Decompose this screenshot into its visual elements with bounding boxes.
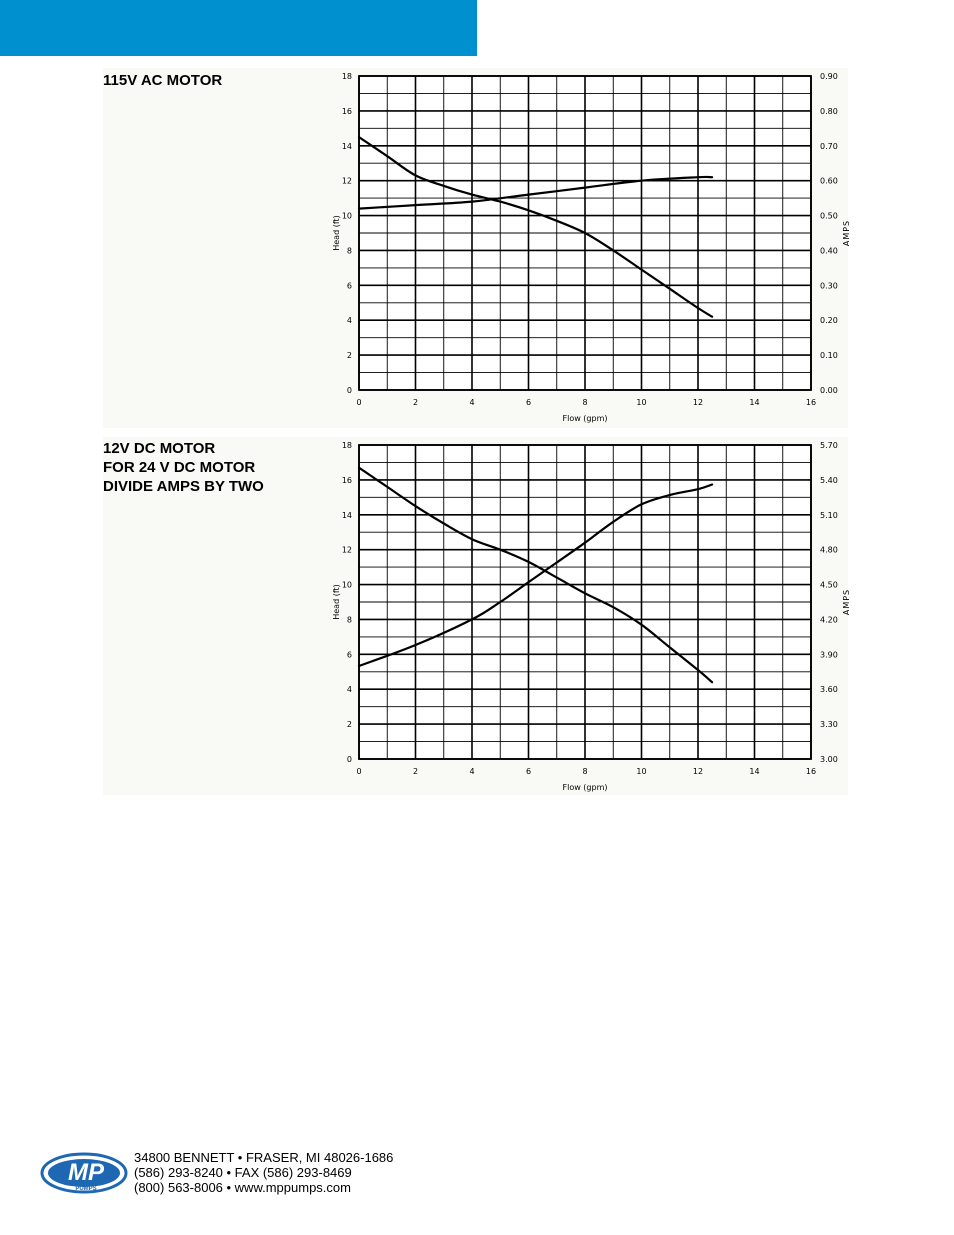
x-axis-label: Flow (gpm) <box>562 414 608 423</box>
x-tick-label: 16 <box>805 767 817 776</box>
y2-tick-label: 0.60 <box>820 176 838 186</box>
dc-motor-heading <box>103 439 264 496</box>
y-tick-label: 12 <box>341 545 352 555</box>
y-tick-label: 0 <box>346 386 352 395</box>
x-tick-label: 4 <box>469 398 475 407</box>
y2-tick-label: 0.50 <box>820 211 838 221</box>
header-color-band <box>0 0 477 56</box>
y2-tick-label: 0.10 <box>820 351 838 361</box>
x-tick-label: 16 <box>805 398 817 407</box>
y2-tick-label: 3.30 <box>820 720 838 730</box>
y2-tick-label: 5.10 <box>820 510 838 520</box>
phone-line: (586) 293-8240 • FAX (586) 293-8469 <box>134 1165 352 1180</box>
y-tick-label: 14 <box>341 510 352 520</box>
ac-motor-performance-chart <box>320 66 865 428</box>
y2-axis-label: AMPS <box>842 588 851 616</box>
x-tick-label: 12 <box>692 767 704 776</box>
x-tick-label: 0 <box>356 767 362 776</box>
x-tick-label: 8 <box>582 767 588 776</box>
y-tick-label: 2 <box>346 351 352 361</box>
y2-tick-label: 4.20 <box>820 615 838 625</box>
y2-tick-label: 0.80 <box>820 106 838 116</box>
y2-tick-label: 3.90 <box>820 650 838 660</box>
ac-motor-heading <box>103 71 222 90</box>
x-tick-label: 10 <box>636 767 647 776</box>
y-axis-label: Head (ft) <box>332 215 341 251</box>
x-axis-label: Flow (gpm) <box>562 783 608 792</box>
heading-line: FOR 24 V DC MOTOR <box>103 459 256 476</box>
y-tick-label: 4 <box>346 316 352 326</box>
x-tick-label: 6 <box>525 398 532 407</box>
y-axis-label: Head (ft) <box>332 584 341 620</box>
y2-tick-label: 4.50 <box>820 580 838 590</box>
y-tick-label: 4 <box>346 685 352 695</box>
y-tick-label: 8 <box>346 246 352 256</box>
y-tick-label: 2 <box>346 720 352 730</box>
y-tick-label: 16 <box>341 106 352 116</box>
y2-tick-label: 0.00 <box>820 386 838 395</box>
y2-tick-label: 0.70 <box>820 141 838 151</box>
mp-pumps-logo <box>40 1152 128 1194</box>
heading-line: 115V AC MOTOR <box>103 72 223 89</box>
y-tick-label: 16 <box>341 475 352 485</box>
x-tick-label: 14 <box>749 398 760 407</box>
y-tick-label: 8 <box>346 615 352 625</box>
x-tick-label: 12 <box>692 398 704 407</box>
y2-tick-label: 3.00 <box>820 755 838 764</box>
company-address <box>134 1150 393 1195</box>
address-line: 34800 BENNETT • FRASER, MI 48026-1686 <box>134 1150 394 1165</box>
y2-tick-label: 5.40 <box>820 475 838 485</box>
x-tick-label: 10 <box>636 398 647 407</box>
y2-tick-label: 5.70 <box>820 441 838 450</box>
y-tick-label: 6 <box>346 281 352 291</box>
x-tick-label: 2 <box>412 767 419 776</box>
y2-tick-label: 0.40 <box>820 246 838 256</box>
dc-motor-performance-chart <box>320 435 865 797</box>
x-tick-label: 6 <box>525 767 532 776</box>
x-tick-label: 4 <box>469 767 475 776</box>
y-tick-label: 12 <box>341 176 352 186</box>
y-tick-label: 10 <box>341 211 352 221</box>
y-tick-label: 14 <box>341 141 352 151</box>
y2-tick-label: 0.30 <box>820 281 838 291</box>
y-tick-label: 6 <box>346 650 352 660</box>
x-tick-label: 14 <box>749 767 760 776</box>
y-tick-label: 0 <box>346 755 352 764</box>
logo-wordmark: MP <box>68 1159 104 1186</box>
heading-line: DIVIDE AMPS BY TWO <box>103 478 264 495</box>
y-tick-label: 18 <box>341 72 352 81</box>
web-line: (800) 563-8006 • www.mppumps.com <box>134 1180 351 1195</box>
y2-tick-label: 0.90 <box>820 72 838 81</box>
y2-axis-label: AMPS <box>842 219 851 247</box>
y-tick-label: 10 <box>341 580 352 590</box>
y2-tick-label: 4.80 <box>820 545 838 555</box>
heading-line: 12V DC MOTOR <box>103 440 216 457</box>
y2-tick-label: 0.20 <box>820 316 838 326</box>
y-tick-label: 18 <box>341 441 352 450</box>
x-tick-label: 2 <box>412 398 419 407</box>
y2-tick-label: 3.60 <box>820 685 838 695</box>
x-tick-label: 8 <box>582 398 588 407</box>
x-tick-label: 0 <box>356 398 362 407</box>
logo-subtitle: PUMPS <box>75 1186 97 1192</box>
